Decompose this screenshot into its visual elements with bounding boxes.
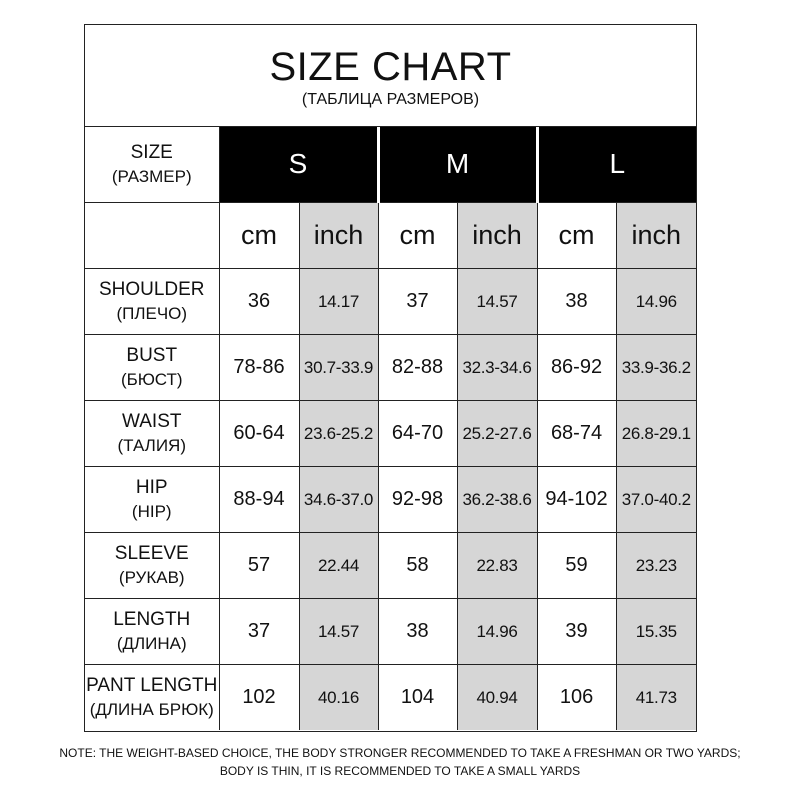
table-row [85,599,696,665]
cm-value-cell: 39 [537,599,616,665]
measurement-label-ru: (HIP) [131,501,172,521]
measurement-label: SLEEVE [114,542,189,564]
inch-value-cell: 14.17 [299,269,378,335]
inch-value-cell: 23.23 [616,533,696,599]
inch-value-cell: 40.16 [299,665,378,731]
cm-value-cell: 104 [378,665,457,731]
cm-value-cell: 38 [378,599,457,665]
unit-row [85,203,696,269]
cm-value-cell: 57 [219,533,299,599]
measurement-label-ru: (РУКАВ) [118,567,185,587]
measurement-label-ru: (ТАЛИЯ) [117,435,186,455]
measurement-label: SHOULDER [98,278,205,300]
measurement-label-cell [85,599,219,665]
unit-row-label-cell [85,203,219,269]
measurement-label-cell [85,533,219,599]
cm-value-cell: 58 [378,533,457,599]
size-label-cell [85,127,219,203]
unit-inch: inch [616,203,696,269]
measurement-label-cell [85,467,219,533]
note-line-2: BODY IS THIN, IT IS RECOMMENDED TO TAKE A SMALL YARDS [219,764,581,778]
cm-value-cell: 94-102 [537,467,616,533]
measurement-label: WAIST [122,410,182,432]
cm-value-cell: 38 [537,269,616,335]
measurement-label-cell [85,665,219,731]
inch-value-cell: 14.96 [457,599,537,665]
measurement-label: PANT LENGTH [86,674,218,696]
cm-value-cell: 82-88 [378,335,457,401]
inch-value-cell: 14.57 [457,269,537,335]
cm-value-cell: 92-98 [378,467,457,533]
page-title: SIZE CHART [269,45,512,89]
cm-value-cell: 106 [537,665,616,731]
unit-cm: cm [219,203,299,269]
inch-value-cell: 33.9-36.2 [616,335,696,401]
size-label-ru: (РАЗМЕР) [111,166,192,186]
size-l-header: L [537,127,696,203]
measurement-label: BUST [126,344,178,366]
size-chart [84,24,697,732]
inch-value-cell: 26.8-29.1 [616,401,696,467]
cm-value-cell: 60-64 [219,401,299,467]
inch-value-cell: 34.6-37.0 [299,467,378,533]
inch-value-cell: 14.57 [299,599,378,665]
measurement-label-ru: (ДЛИНА) [116,633,187,653]
unit-inch: inch [457,203,537,269]
page-subtitle: (ТАБЛИЦА РАЗМЕРОВ) [301,91,480,108]
size-table [85,126,696,730]
measurement-label: LENGTH [113,608,191,630]
measurement-label: HIP [135,476,168,498]
cm-value-cell: 37 [219,599,299,665]
measurement-label-cell [85,269,219,335]
inch-value-cell: 14.96 [616,269,696,335]
size-label: SIZE [130,141,173,163]
table-row [85,335,696,401]
note-line-1: NOTE: THE WEIGHT-BASED CHOICE, THE BODY STRONGER RECOMMENDED TO TAKE A FRESHMAN OR TWO YARDS; [59,746,741,760]
cm-value-cell: 37 [378,269,457,335]
title-block [85,25,696,127]
inch-value-cell: 32.3-34.6 [457,335,537,401]
size-m-header: M [378,127,537,203]
table-row [85,665,696,731]
unit-cm: cm [537,203,616,269]
measurement-label-cell [85,335,219,401]
inch-value-cell: 36.2-38.6 [457,467,537,533]
inch-value-cell: 22.83 [457,533,537,599]
cm-value-cell: 68-74 [537,401,616,467]
table-row [85,467,696,533]
measurement-label-ru: (ДЛИНА БРЮК) [89,699,214,719]
measurement-label-cell [85,401,219,467]
cm-value-cell: 102 [219,665,299,731]
table-row [85,401,696,467]
cm-value-cell: 86-92 [537,335,616,401]
measurement-rows [85,269,696,731]
cm-value-cell: 64-70 [378,401,457,467]
table-row [85,533,696,599]
measurement-label-ru: (БЮСТ) [120,369,183,389]
inch-value-cell: 23.6-25.2 [299,401,378,467]
inch-value-cell: 22.44 [299,533,378,599]
table-row [85,269,696,335]
size-s-header: S [219,127,378,203]
inch-value-cell: 30.7-33.9 [299,335,378,401]
inch-value-cell: 40.94 [457,665,537,731]
cm-value-cell: 78-86 [219,335,299,401]
unit-inch: inch [299,203,378,269]
cm-value-cell: 59 [537,533,616,599]
cm-value-cell: 88-94 [219,467,299,533]
inch-value-cell: 37.0-40.2 [616,467,696,533]
measurement-label-ru: (ПЛЕЧО) [116,303,188,323]
cm-value-cell: 36 [219,269,299,335]
inch-value-cell: 25.2-27.6 [457,401,537,467]
inch-value-cell: 15.35 [616,599,696,665]
size-header-row [85,127,696,203]
inch-value-cell: 41.73 [616,665,696,731]
unit-cm: cm [378,203,457,269]
